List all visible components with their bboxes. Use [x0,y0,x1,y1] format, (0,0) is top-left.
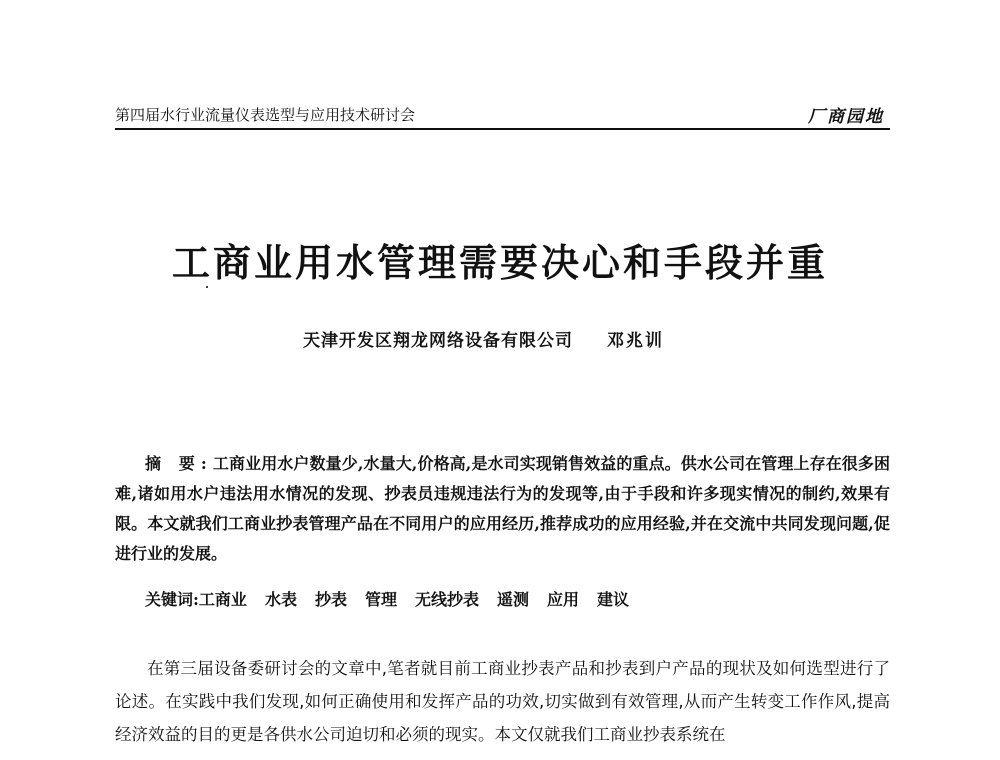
keywords-label: 关键词: [145,590,199,609]
author-organization: 天津开发区翔龙网络设备有限公司 [303,331,573,351]
keyword: 水表 [264,590,297,609]
running-header [115,104,890,130]
keyword: 建议 [597,590,630,609]
body-paragraph: 在第三届设备委研讨会的文章中,笔者就目前工商业抄表产品和抄表到户产品的现状及如何选型进行了论述。在实践中我们发现,如何正确使用和发挥产品的功效,切实做到有效管理,从而产生转变工作作风,提高经济效益的目的更是各供水公司迫切和必须的现实。本文仅就我们工商业抄表系统在 [115,659,890,744]
keyword: 工商业 [198,590,247,609]
keyword: 管理 [364,590,397,609]
conference-name: 第四届水行业流量仪表选型与应用技术研讨会 [115,106,416,124]
byline [303,326,664,351]
section-name: 厂商园地 [808,107,884,127]
paper-title: 工商业用水管理需要决心和手段并重 [171,241,828,285]
abstract-label: 摘 要: [145,454,213,473]
keyword: 抄表 [314,590,347,609]
keyword: 无线抄表 [414,590,479,609]
keywords [145,587,647,610]
keyword: 遥测 [497,590,530,609]
keyword: 应用 [547,590,580,609]
abstract [115,449,890,569]
author-name: 邓兆训 [607,331,664,351]
abstract-text: 工商业用水户数量少,水量大,价格高,是水司实现销售效益的重点。供水公司在管理上存在很多困难,诸如用水户违法用水情况的发现、抄表员违规违法行为的发现等,由于手段和许多现实情况的制约,效果有限。本文就我们工商业抄表管理产品在不同用户的应用经历,推荐成功的应用经验,并在交流中共同发现问题,促进行业的发展。 [115,454,890,563]
